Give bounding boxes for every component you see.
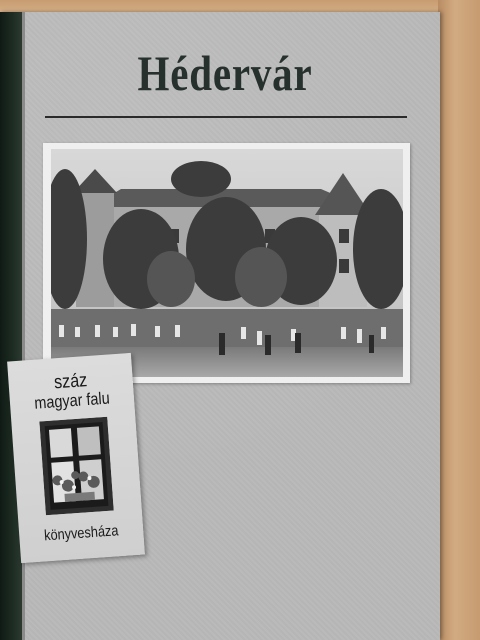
table-surface-right: [438, 0, 480, 640]
badge-text-line3: könyvesháza: [43, 522, 119, 545]
badge-text-line2: magyar falu: [33, 388, 111, 413]
castle-photo: [51, 149, 403, 377]
book-title: Hédervár: [137, 45, 313, 101]
window-flowers-icon: [39, 417, 114, 521]
title-divider: [45, 116, 407, 118]
series-badge: [7, 353, 145, 563]
book-spine: [0, 12, 22, 640]
badge-text-line1: száz: [53, 370, 88, 394]
castle-illustration: [51, 149, 403, 377]
